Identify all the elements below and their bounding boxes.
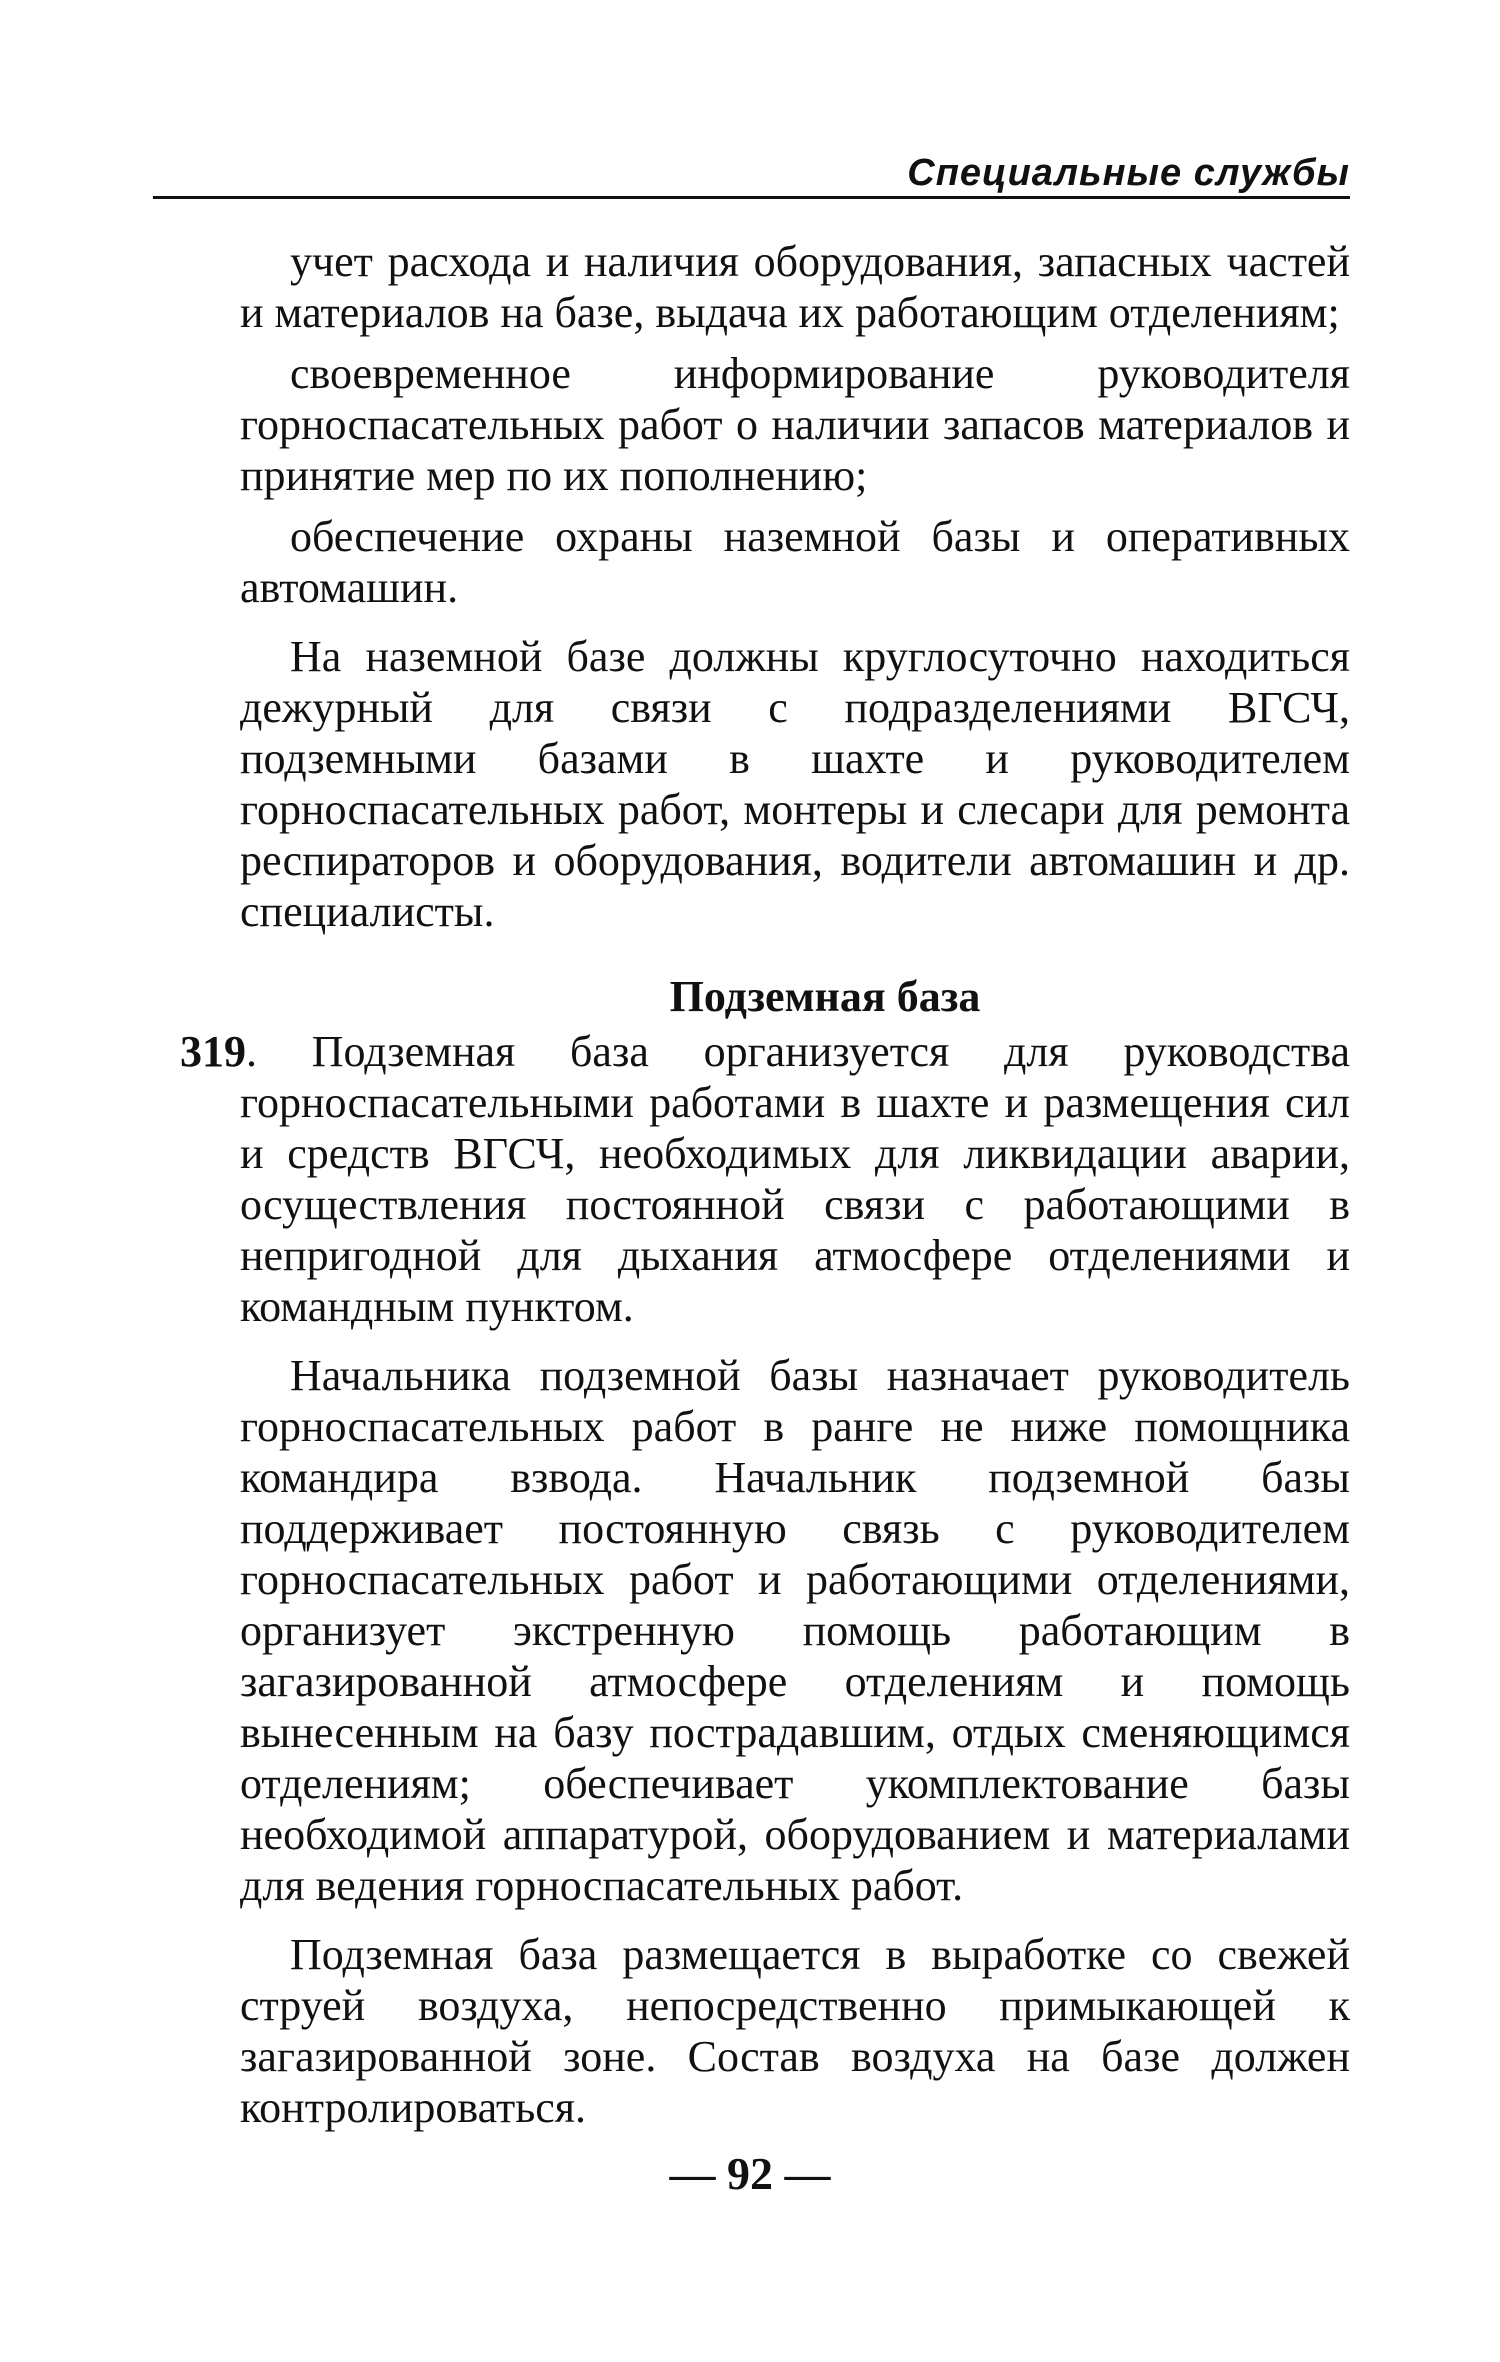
paragraph-base-chief: Начальника подземной базы назначает руководитель горноспасательных работ в ранге не ниже помощника командира взвода. Начальник подземной базы поддерживает постоянную связь с руководителем горноспасательных работ и работающими отделениями, организует экстренную помощь работающим в загазированной атмосфере отделениям и помощь вынесенным на базу пострадавшим, отдых сменяющимся отделениям; обеспечивает укомплектование базы необходимой аппаратурой, оборудованием и материалами для ведения горноспасательных работ. [240,1351,1350,1910]
running-header [153,150,1350,199]
paragraph-inform-leader: своевременное информирование руководителя горноспасательных работ о наличии запасов материалов и принятие мер по их пополнению; [240,349,1350,500]
running-title: Специальные службы [907,152,1350,194]
clause-number: 319 [180,1027,246,1076]
page-number: — 92 — [669,2148,831,2199]
paragraph-security: обеспечение охраны наземной базы и оперативных автомашин. [240,512,1350,612]
paragraph-surface-base-staff: На наземной базе должны круглосуточно находиться дежурный для связи с подразделениями ВГСЧ, подземными базами в шахте и руководителем горноспасательных работ, монтеры и слесари для ремонта респираторов и оборудования, водители автомашин и др. специалисты. [240,632,1350,936]
paragraph-base-location: Подземная база размещается в выработке со свежей струей воздуха, непосредственно примыкающей к загазированной зоне. Состав воздуха на базе должен контролироваться. [240,1930,1350,2132]
page-body [180,236,1350,2133]
clause-text: . Подземная база организуется для руководства горноспасательными работами в шахте и размещения сил и средств ВГСЧ, необходимых для ликвидации аварии, осуществления постоянной связи с работающими в непригодной для дыхания атмосфере отделениями и командным пунктом. [240,1027,1350,1331]
section-heading: Подземная база [669,972,981,1021]
paragraph-inventory-accounting: учет расхода и наличия оборудования, запасных частей и материалов на базе, выдача их работающим отделениям; [240,237,1350,337]
clause-319 [180,1026,1350,1332]
